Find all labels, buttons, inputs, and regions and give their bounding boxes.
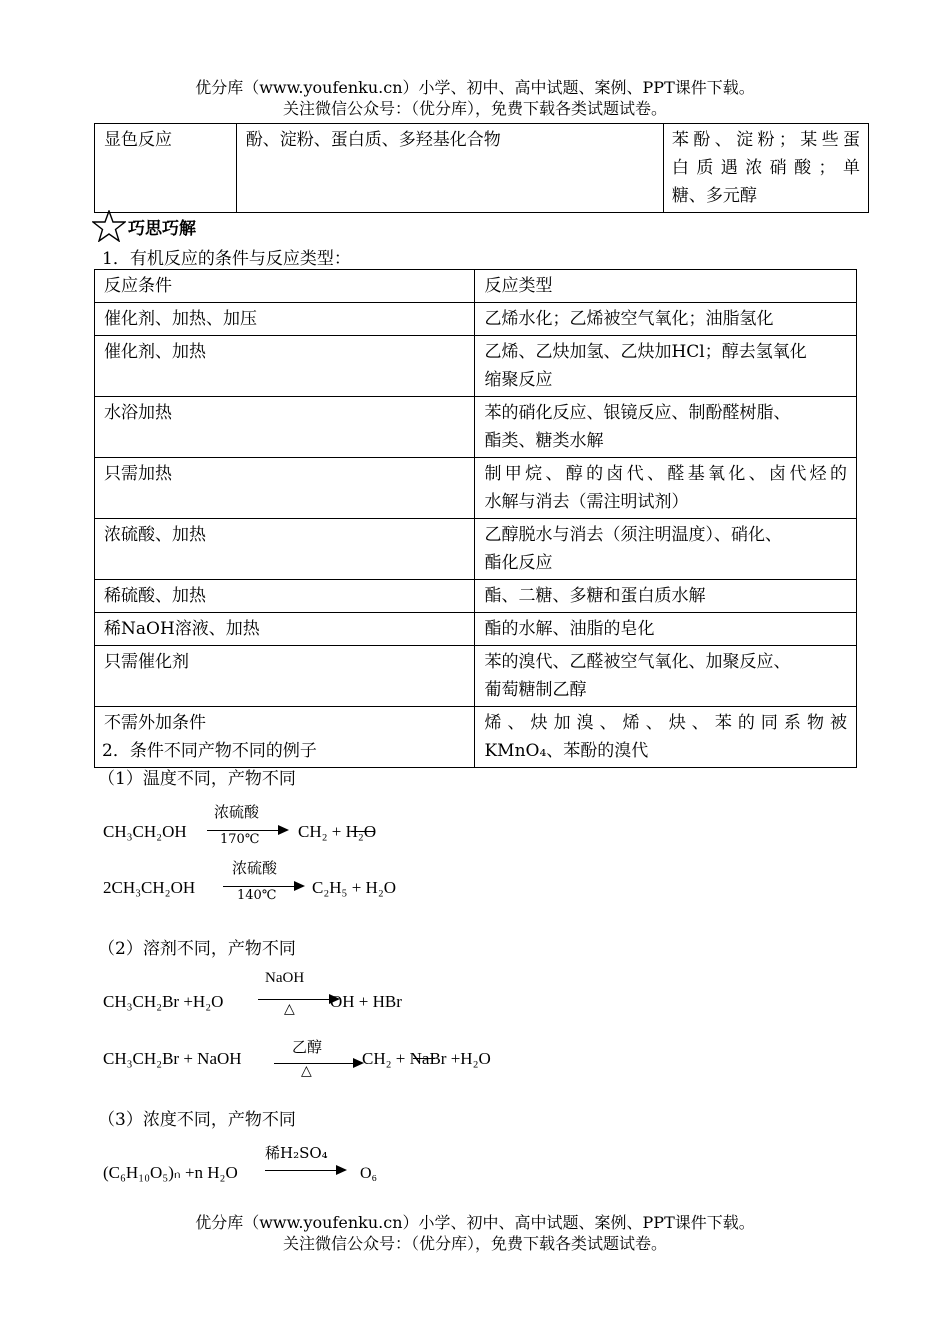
reaction-arrow: [265, 1170, 345, 1171]
page-header: [0, 77, 950, 119]
type-cell: [475, 707, 857, 768]
section-title: 巧思巧解: [128, 219, 196, 239]
reaction-arrow: [223, 886, 303, 887]
type-cell: 酯的水解、油脂的皂化: [475, 613, 857, 646]
table-row: [95, 124, 869, 213]
type-line: 葡萄糖制乙醇: [484, 680, 587, 700]
table-row: [95, 458, 857, 519]
reaction-3-product: OH + HBr: [330, 992, 402, 1011]
strike-mark: [413, 1058, 435, 1059]
type-cell: [475, 646, 857, 707]
type-cell: [475, 397, 857, 458]
condition-cell: 稀NaOH溶液、加热: [95, 613, 475, 646]
type-line: 制甲烷、醇的卤代、醛基氧化、卤代烃的: [484, 464, 847, 484]
reaction-3-condition-below: △: [284, 1001, 295, 1017]
table-row: [95, 336, 857, 397]
subheading-solvent: （2）溶剂不同，产物不同: [98, 939, 296, 959]
table-row: [95, 303, 857, 336]
subheading-concentration: （3）浓度不同，产物不同: [98, 1110, 296, 1130]
type-cell: [475, 458, 857, 519]
reaction-1-condition-above: 浓硫酸: [214, 803, 260, 821]
table-row: [95, 397, 857, 458]
type-line: 苯的硝化反应、银镜反应、制酚醛树脂、: [484, 403, 791, 423]
condition-cell: 不需外加条件: [95, 707, 475, 768]
condition-cell: 只需催化剂: [95, 646, 475, 707]
type-cell: [475, 336, 857, 397]
type-cell: 乙烯水化；乙烯被空气氧化；油脂氢化: [475, 303, 857, 336]
note-line: 苯酚、淀粉；某些蛋: [671, 130, 860, 150]
type-line: 酯化反应: [484, 553, 553, 573]
reaction-5-condition-above: 稀H₂SO₄: [265, 1144, 328, 1162]
type-cell: 酯、二糖、多糖和蛋白质水解: [475, 580, 857, 613]
condition-cell: 催化剂、加热: [95, 336, 475, 397]
substances-cell: 酚、淀粉、蛋白质、多羟基化合物: [236, 124, 663, 213]
type-line: 水解与消去（需注明试剂）: [484, 492, 689, 512]
type-line: KMnO₄、苯酚的溴代: [484, 741, 649, 761]
type-line: 酯类、糖类水解: [484, 431, 604, 451]
condition-cell: 稀硫酸、加热: [95, 580, 475, 613]
table-row: [95, 613, 857, 646]
reaction-arrow: [207, 830, 287, 831]
header-line-1: 优分库（www.youfenku.cn）小学、初中、高中试题、案例、PPT课件下载。: [195, 78, 755, 97]
reaction-4-condition-below: △: [301, 1063, 312, 1079]
reaction-1-product: CH₂ + H₂O: [298, 822, 377, 841]
reaction-4-reactant: CH₃CH₂Br + NaOH: [103, 1049, 242, 1068]
star-outline-icon: [92, 210, 126, 242]
note-cell: [663, 124, 868, 213]
conditions-table: [94, 269, 857, 768]
strike-mark: [351, 831, 375, 832]
reaction-3-condition-above: NaOH: [265, 970, 305, 986]
subheading-temperature: （1）温度不同，产物不同: [98, 769, 296, 789]
reaction-5-product: O₆: [360, 1165, 378, 1182]
table-row: [95, 580, 857, 613]
note-line: 白质遇浓硝酸；单: [671, 158, 860, 178]
color-reaction-table: [94, 123, 869, 213]
type-cell: [475, 519, 857, 580]
reaction-4-product: CH₂ + NaBr +H₂O: [362, 1049, 491, 1068]
reaction-5-reactant: (C₆H₁₀O₅)ₙ +n H₂O: [103, 1163, 238, 1182]
reaction-2-condition-above: 浓硫酸: [232, 859, 278, 877]
reaction-arrow: [258, 999, 338, 1000]
table-row: [95, 519, 857, 580]
footer-line-1: 优分库（www.youfenku.cn）小学、初中、高中试题、案例、PPT课件下载。: [195, 1213, 755, 1232]
reaction-2-condition-below: 140℃: [237, 889, 277, 900]
type-line: 缩聚反应: [484, 370, 553, 390]
reaction-2-reactant: 2CH₃CH₂OH: [103, 878, 196, 897]
condition-cell: 催化剂、加热、加压: [95, 303, 475, 336]
header-type: 反应类型: [475, 270, 857, 303]
reaction-1-reactant: CH₃CH₂OH: [103, 822, 187, 841]
condition-cell: 水浴加热: [95, 397, 475, 458]
header-condition: 反应条件: [95, 270, 475, 303]
footer-line-2: 关注微信公众号：（优分库），免费下载各类试题试卷。: [282, 1234, 667, 1253]
condition-cell: 浓硫酸、加热: [95, 519, 475, 580]
condition-cell: 只需加热: [95, 458, 475, 519]
note-line: 糖、多元醇: [671, 186, 757, 206]
reaction-arrow: [274, 1063, 362, 1064]
item-2-heading: 2．条件不同产物不同的例子: [102, 741, 317, 761]
reaction-4-condition-above: 乙醇: [292, 1038, 323, 1056]
table-header-row: [95, 270, 857, 303]
page-footer: [0, 1212, 950, 1254]
table-row: [95, 646, 857, 707]
item-1-heading: 1．有机反应的条件与反应类型：: [102, 249, 351, 269]
type-line: 苯的溴代、乙醛被空气氧化、加聚反应、: [484, 652, 791, 672]
type-line: 烯、炔加溴、烯、炔、苯的同系物被: [484, 713, 847, 733]
reaction-1-condition-below: 170℃: [220, 833, 260, 844]
reaction-2-product: C₂H₅ + H₂O: [312, 878, 397, 897]
type-line: 乙烯、乙炔加氢、乙炔加HCl；醇去氢氧化: [484, 342, 807, 362]
type-line: 乙醇脱水与消去（须注明温度）、硝化、: [484, 525, 782, 545]
reaction-name-cell: 显色反应: [95, 124, 237, 213]
header-line-2: 关注微信公众号：（优分库），免费下载各类试题试卷。: [282, 99, 667, 118]
reaction-3-reactant: CH₃CH₂Br +H₂O: [103, 992, 224, 1011]
